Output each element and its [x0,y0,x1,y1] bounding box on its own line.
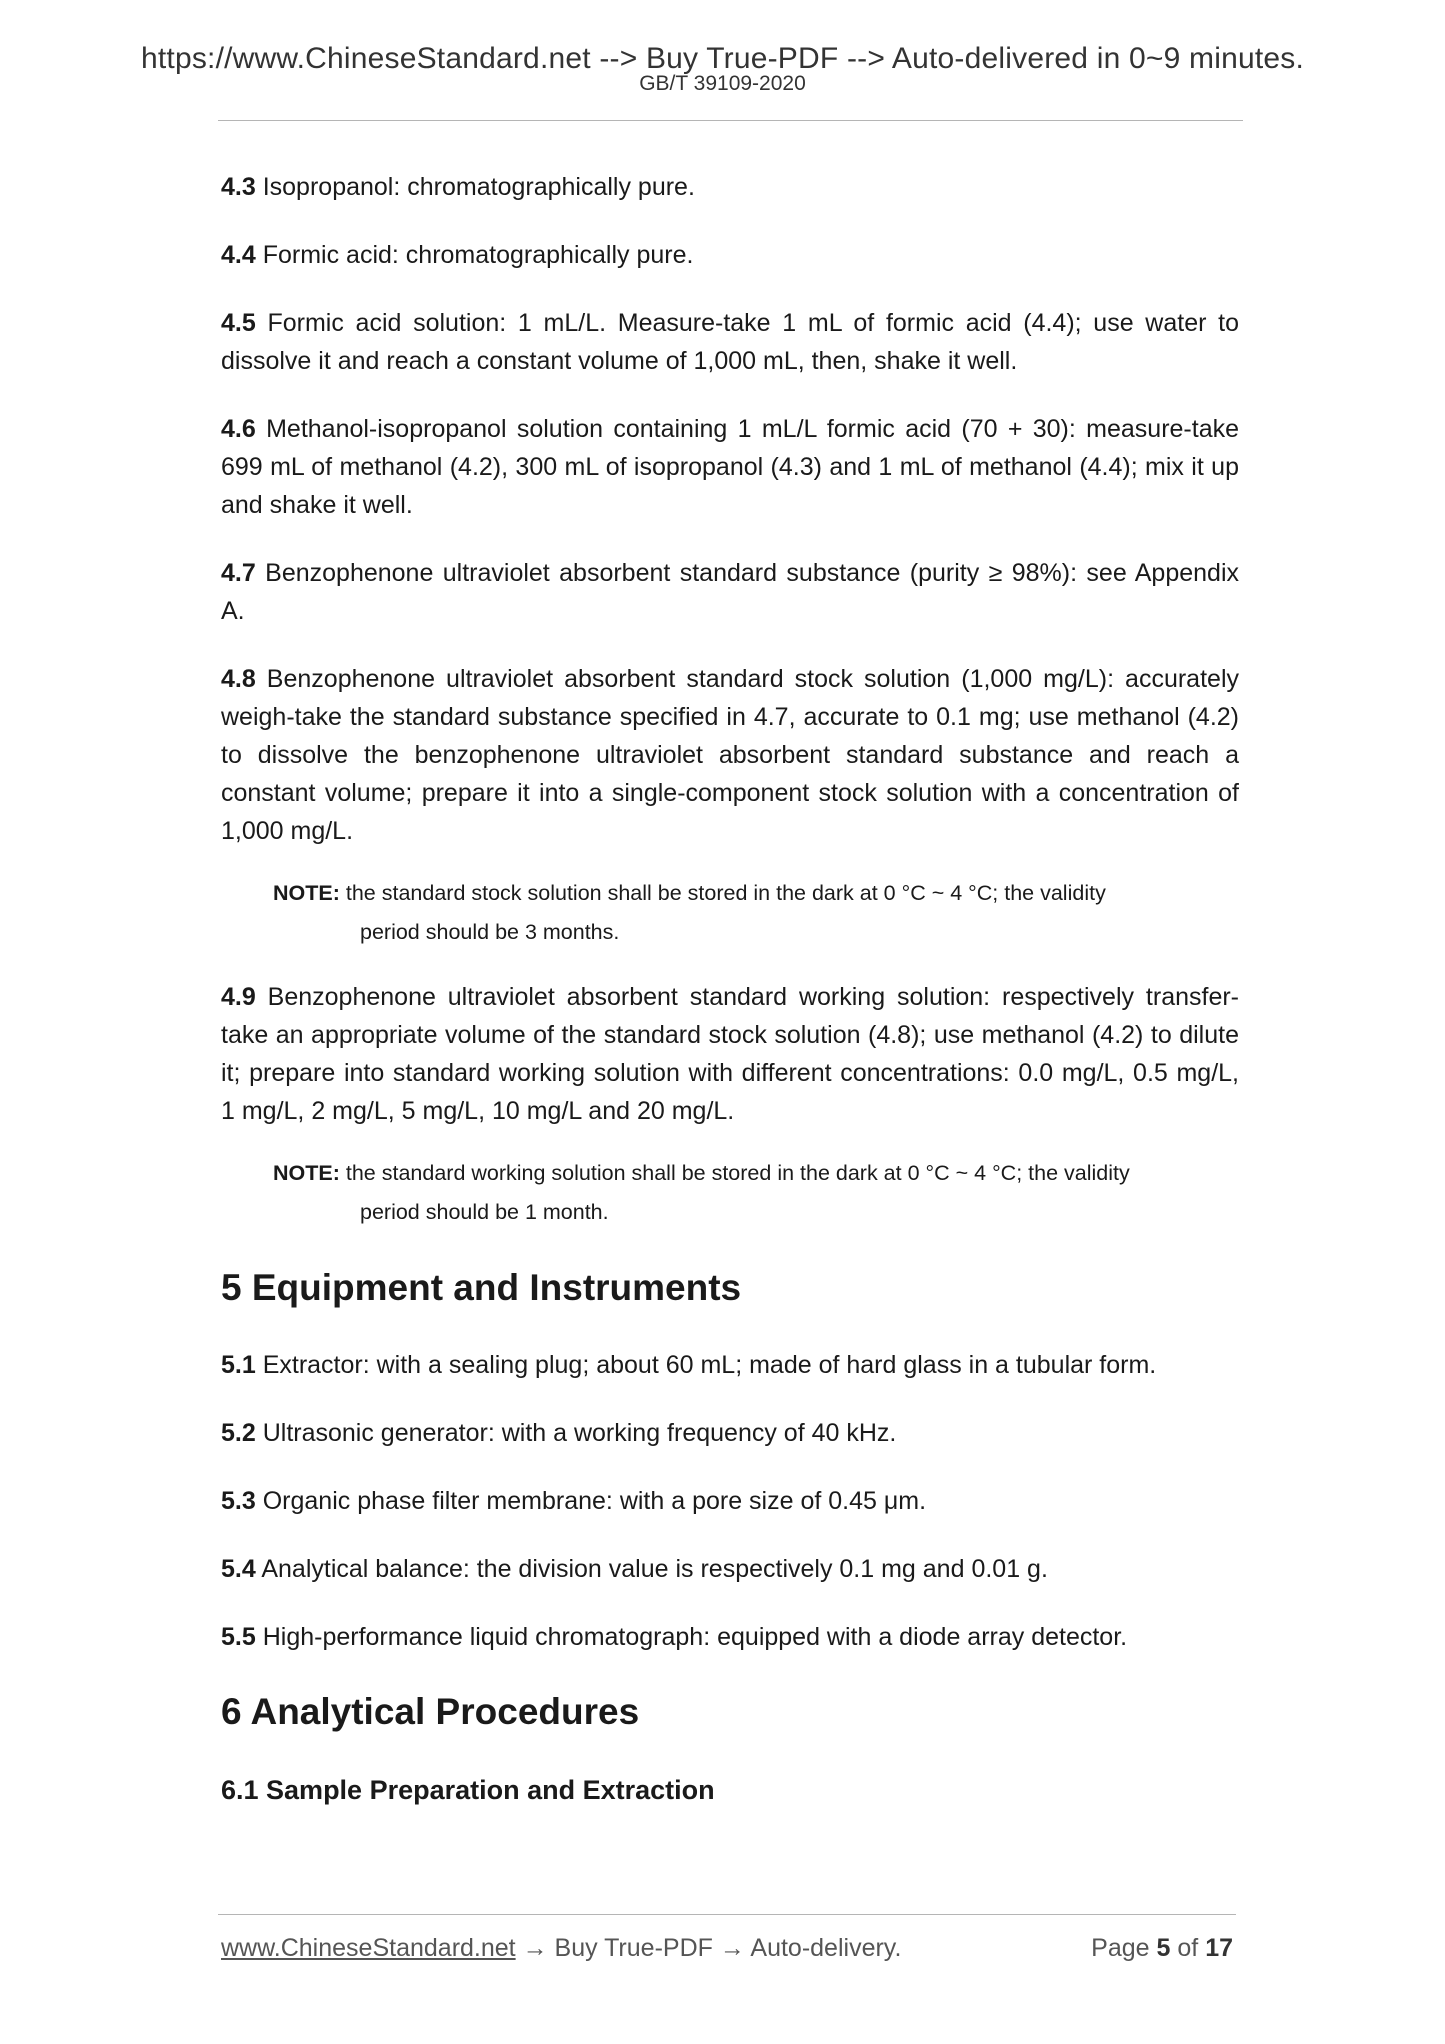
subsection-heading-6-1: 6.1 Sample Preparation and Extraction [221,1775,715,1805]
of-word: of [1177,1934,1199,1962]
clause-text: Formic acid solution: 1 mL/L. Measure-take 1 mL of formic acid (4.4); use water to dissolve it and reach a constant volume of 1,000 mL, then, shake it well. [221,309,1239,375]
clause-number: 5.1 [221,1351,256,1379]
clause-text: Extractor: with a sealing plug; about 60 mL; made of hard glass in a tubular form. [255,1351,1157,1379]
clause-number: 4.5 [221,309,256,337]
clause-5-2 [221,1414,1239,1452]
clause-text: High-performance liquid chromatograph: equipped with a diode array detector. [255,1623,1128,1651]
clause-number: 4.4 [221,241,256,269]
clause-number: 4.9 [221,983,256,1011]
site-link[interactable]: www.ChineseStandard.net [221,1934,516,1962]
clause-number: 5.4 [221,1555,256,1583]
clause-4-4 [221,236,1239,274]
clause-number: 4.3 [221,173,256,201]
clause-text: Methanol-isopropanol solution containing 1 mL/L formic acid (70 + 30): measure-take 699 mL of methanol (4.2), 300 mL of isopropanol (4.3) and 1 mL of methanol (4.4); mix it up and shake it well. [221,415,1239,519]
section-heading-5: 5 Equipment and Instruments [221,1267,742,1308]
note-text-continued: period should be 3 months. [360,920,620,944]
source-banner: https://www.ChineseStandard.net --> Buy True-PDF --> Auto-delivered in 0~9 minutes. [141,42,1304,75]
clause-5-3 [221,1482,1239,1520]
clause-number: 4.8 [221,665,256,693]
note-text-continued: period should be 1 month. [360,1200,609,1224]
clause-number: 5.5 [221,1623,256,1651]
clause-4-8 [221,660,1239,850]
clause-5-4 [221,1550,1239,1588]
clause-number: 4.7 [221,559,256,587]
clause-text: Benzophenone ultraviolet absorbent standard substance (purity ≥ 98%): see Appendix A. [221,559,1239,625]
clause-4-7 [221,554,1239,630]
clause-4-3 [221,168,1239,206]
clause-text: Formic acid: chromatographically pure. [255,241,694,269]
note-working-solution [273,1154,1239,1232]
clause-text: Organic phase filter membrane: with a pore size of 0.45 μm. [255,1487,927,1515]
note-label: NOTE: [273,1161,340,1185]
clause-5-5 [221,1618,1239,1656]
clause-text: Analytical balance: the division value is respectively 0.1 mg and 0.01 g. [255,1555,1048,1583]
clause-4-6 [221,410,1239,524]
clause-text: Ultrasonic generator: with a working frequency of 40 kHz. [255,1419,897,1447]
page-word: Page [1091,1934,1150,1962]
clause-number: 5.2 [221,1419,256,1447]
note-label: NOTE: [273,881,340,905]
clause-4-9 [221,978,1239,1130]
clause-text: Benzophenone ultraviolet absorbent standard working solution: respectively transfer-take an appropriate volume of the standard stock solution (4.8); use methanol (4.2) to dilute it; prepare into standard working solution with different concentrations: 0.0 mg/L, 0.5 mg/L, 1 mg/L, 2 mg/L, 5 mg/L, 10 mg/L and 20 mg/L. [221,983,1239,1125]
section-heading-6: 6 Analytical Procedures [221,1691,640,1732]
page-counter [1091,1934,1233,1963]
clause-text: Isopropanol: chromatographically pure. [255,173,695,201]
footer-tagline: → Buy True-PDF → Auto-delivery. [515,1934,902,1962]
note-text: the standard working solution shall be stored in the dark at 0 °C ~ 4 °C; the validity [339,1161,1130,1185]
clause-4-5 [221,304,1239,380]
standard-code: GB/T 39109-2020 [639,72,806,95]
page-body [221,168,1239,1810]
note-stock-solution [273,874,1239,952]
current-page: 5 [1156,1934,1171,1962]
note-text: the standard stock solution shall be stored in the dark at 0 °C ~ 4 °C; the validity [339,881,1106,905]
footer-source [221,1934,901,1963]
total-pages: 17 [1205,1934,1233,1962]
clause-text: Benzophenone ultraviolet absorbent standard stock solution (1,000 mg/L): accurately weigh-take the standard substance specified in 4.7, accurate to 0.1 mg; use methanol (4.2) to dissolve the benzophenone ultraviolet absorbent standard substance and reach a constant volume; prepare it into a single-component stock solution with a concentration of 1,000 mg/L. [221,665,1239,845]
clause-number: 4.6 [221,415,256,443]
footer-divider [218,1914,1236,1915]
header-divider [218,120,1243,121]
clause-number: 5.3 [221,1487,256,1515]
clause-5-1 [221,1346,1239,1384]
